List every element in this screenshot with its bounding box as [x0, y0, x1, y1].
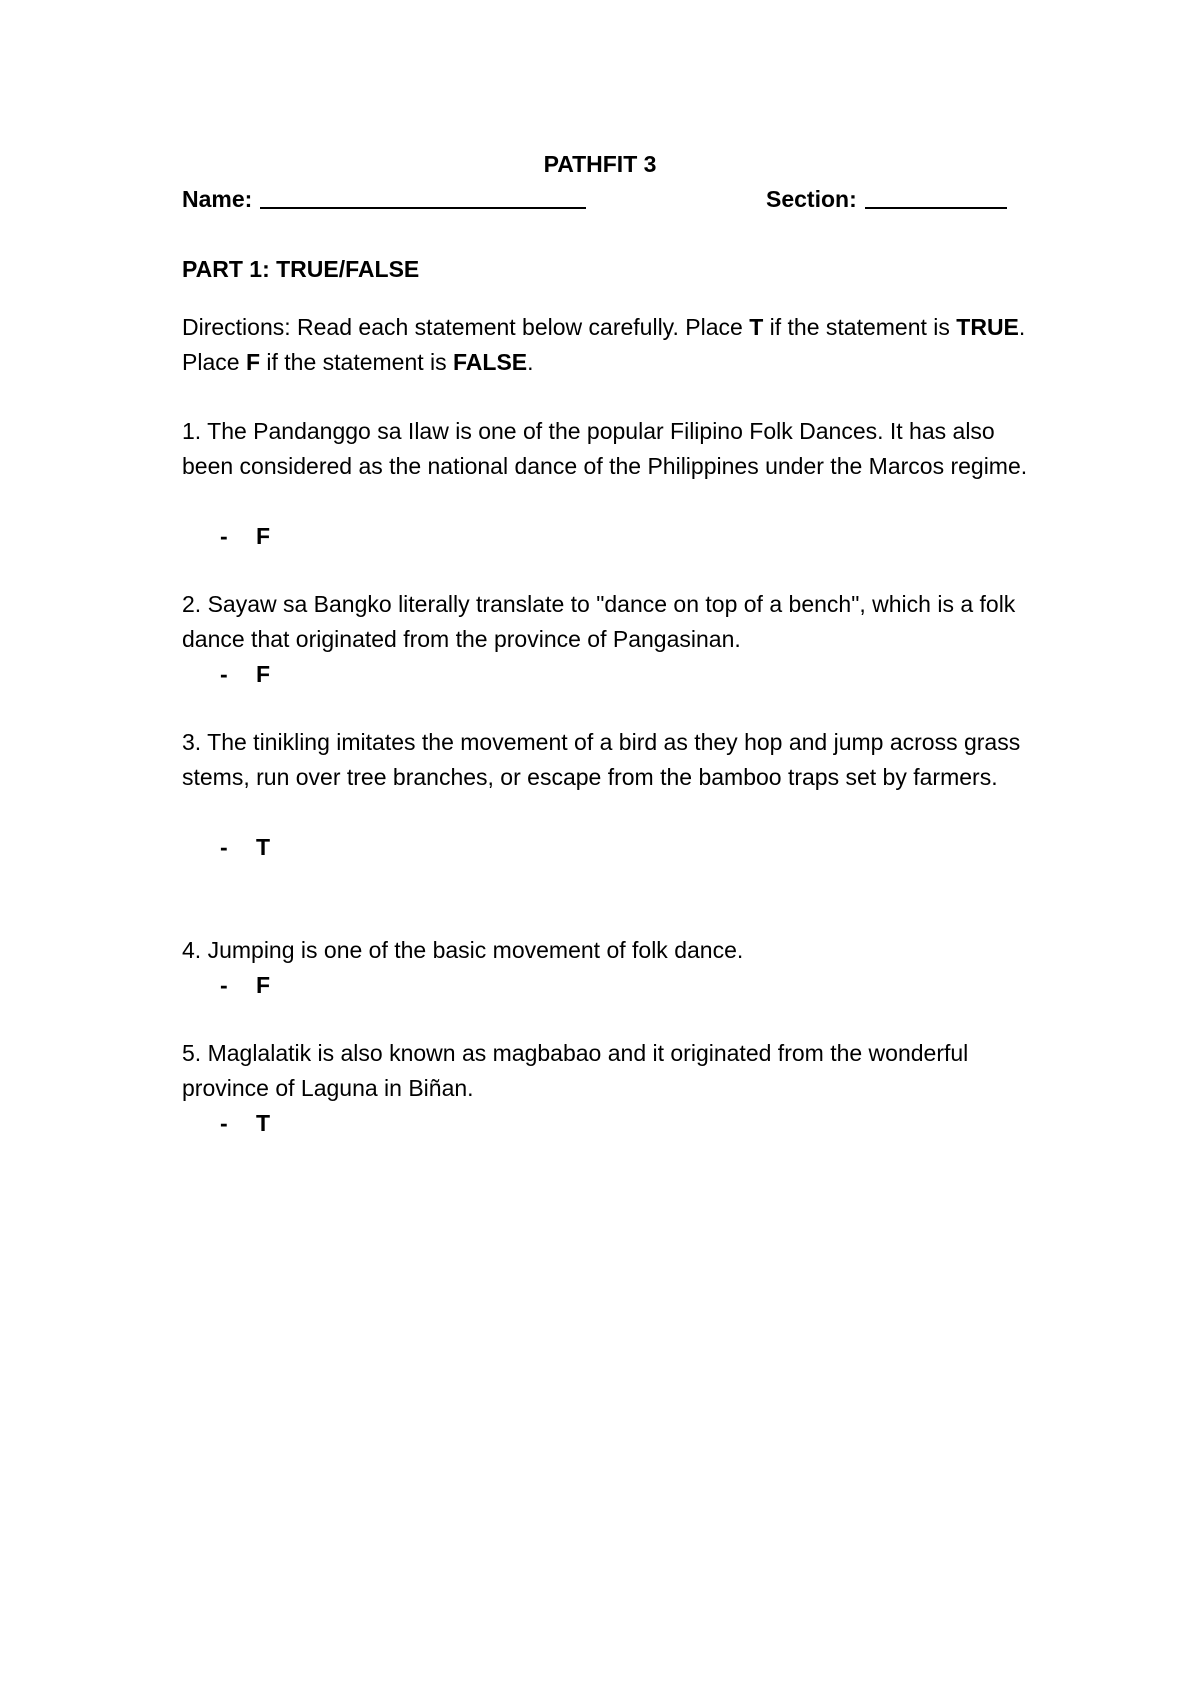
directions-true-word: TRUE: [956, 314, 1019, 340]
question-4: 4. Jumping is one of the basic movement of folk dance.: [182, 937, 744, 963]
question-3: 3. The tinikling imitates the movement of a bird as they hop and jump across grass stems, run over tree branches, or escape from the bamboo traps set by farmers.: [182, 729, 1021, 790]
directions-middle-2: . Place: [182, 314, 1026, 375]
answer-dash: -: [220, 834, 228, 860]
answer-value: F: [256, 661, 271, 687]
section-field: [766, 183, 1007, 215]
answer-value: F: [256, 523, 271, 549]
question-1: 1. The Pandanggo sa Ilaw is one of the popular Filipino Folk Dances. It has also been considered as the national dance of the Philippines under the Marcos regime.: [182, 418, 1028, 479]
part-heading: PART 1: TRUE/FALSE: [182, 256, 420, 282]
header-fields: [182, 183, 1012, 217]
answer-dash: -: [220, 661, 228, 687]
answer-5: [220, 1106, 270, 1141]
directions-prefix: Directions: Read each statement below carefully. Place: [182, 314, 750, 340]
directions-middle-1: if the statement is: [763, 314, 957, 340]
answer-value: T: [256, 834, 271, 860]
answer-3: [220, 830, 270, 865]
directions: [182, 310, 1042, 380]
answer-value: T: [256, 1110, 271, 1136]
question-5: 5. Maglalatik is also known as magbabao and it originated from the wonderful province of Laguna in Biñan.: [182, 1040, 969, 1101]
name-label: Name:: [182, 186, 253, 212]
directions-t-letter: T: [749, 314, 764, 340]
answer-dash: -: [220, 972, 228, 998]
section-blank-line[interactable]: [865, 185, 1007, 209]
directions-false-word: FALSE: [453, 349, 528, 375]
name-blank-line[interactable]: [260, 185, 586, 209]
section-label: Section:: [766, 186, 857, 212]
answer-1: [220, 519, 270, 554]
page-title: PATHFIT 3: [543, 151, 657, 177]
directions-suffix: .: [527, 349, 534, 375]
answer-dash: -: [220, 523, 228, 549]
answer-value: F: [256, 972, 271, 998]
directions-f-letter: F: [245, 349, 260, 375]
answer-4: [220, 968, 270, 1003]
name-field: [182, 183, 586, 215]
answer-dash: -: [220, 1110, 228, 1136]
question-2: 2. Sayaw sa Bangko literally translate to "dance on top of a bench", which is a folk dance that originated from the province of Pangasinan.: [182, 591, 1016, 652]
answer-2: [220, 657, 270, 692]
directions-middle-3: if the statement is: [260, 349, 454, 375]
